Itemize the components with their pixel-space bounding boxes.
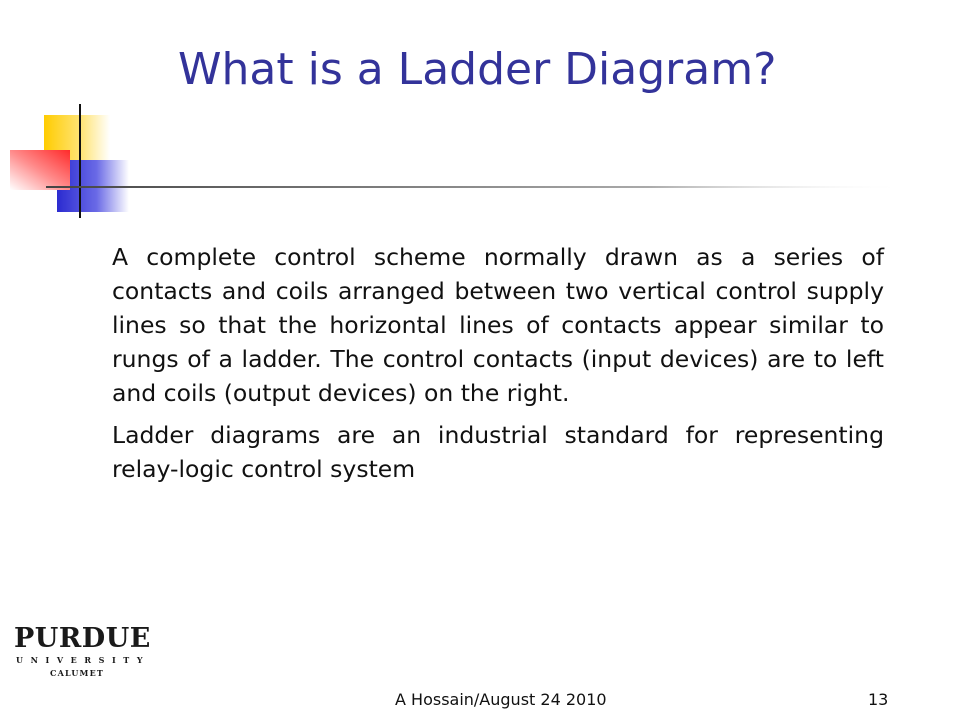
title-underline: [46, 186, 906, 188]
purdue-calumet-logo: [14, 623, 151, 678]
logo-subtitle: UNIVERSITY: [16, 655, 151, 665]
title-decoration: [0, 0, 960, 230]
red-square: [10, 150, 70, 190]
paragraph-1: A complete control scheme normally drawn as a series of contacts and coils arranged between two vertical control supply lines so that the horizontal lines of contacts appear similar to rungs of a ladder. The control contacts (input devices) are to left and coils (output devices) on the right.: [112, 243, 884, 407]
slide-title: What is a Ladder Diagram?: [178, 44, 777, 95]
page-number: 13: [868, 690, 889, 709]
slide-body: [112, 240, 884, 494]
logo-location: CALUMET: [50, 668, 105, 678]
logo-wordmark: PURDUE: [14, 623, 151, 654]
paragraph-2: Ladder diagrams are an industrial standard for representing relay-logic control system: [112, 421, 884, 483]
slide-footer: A Hossain/August 24 2010: [395, 690, 607, 709]
